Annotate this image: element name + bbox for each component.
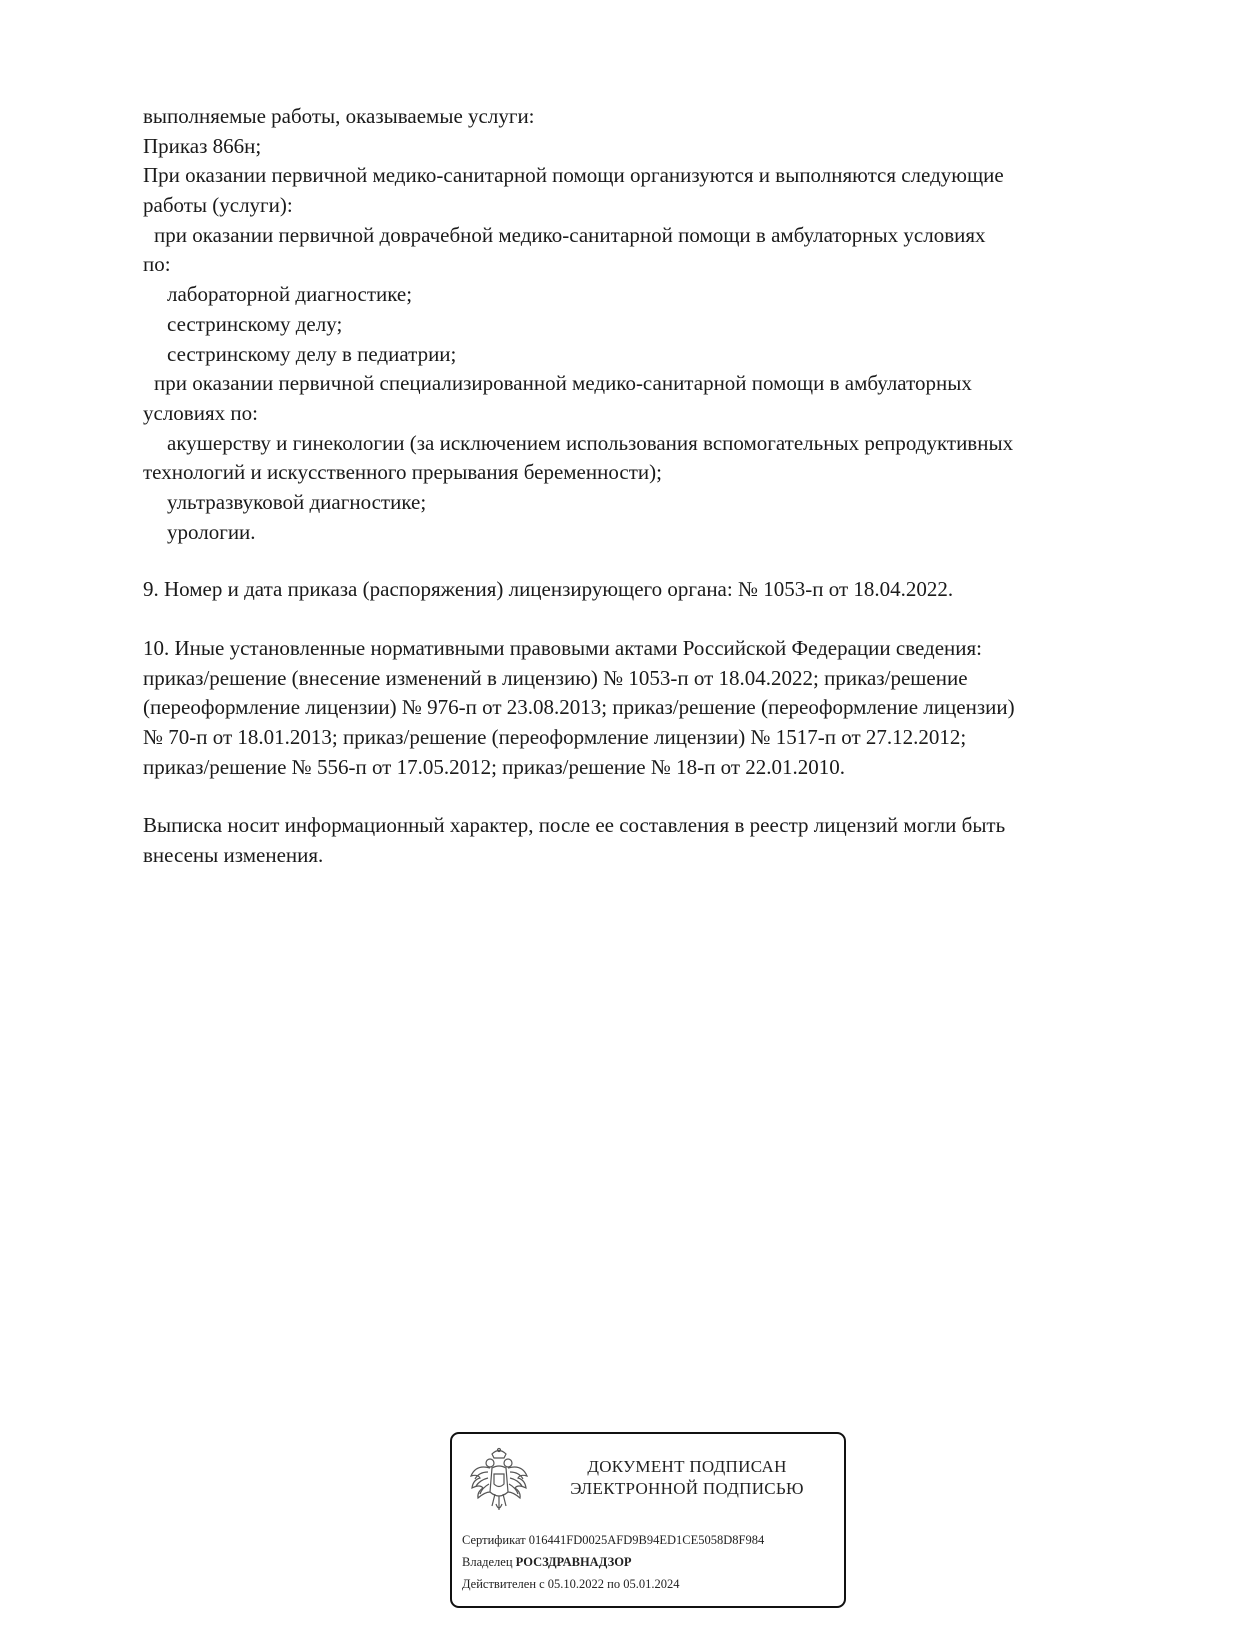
item-9-order-number (143, 575, 1143, 605)
text-line: условиях по: (143, 400, 258, 425)
electronic-signature-stamp (450, 1432, 846, 1608)
stamp-title-line: ДОКУМЕНТ ПОДПИСАН (587, 1457, 787, 1476)
text-line: Выписка носит информационный характер, после ее составления в реестр лицензий могли быть (143, 813, 1006, 837)
list-item: ультразвуковой диагностике; (167, 489, 427, 514)
list-item: лабораторной диагностике; (167, 282, 413, 307)
certificate-label: Сертификат (462, 1533, 526, 1547)
list-item: сестринскому делу; (167, 311, 343, 336)
text-line: (переоформление лицензии) № 976-п от 23.08.2013; приказ/решение (переоформление лицензии) (143, 695, 1015, 720)
owner-label: Владелец (462, 1555, 513, 1569)
certificate-row (462, 1532, 764, 1548)
stamp-title-line: ЭЛЕКТРОННОЙ ПОДПИСЬЮ (570, 1479, 804, 1498)
text-line: технологий и искусственного прерывания беременности); (143, 460, 662, 485)
text-line: Приказ 866н; (143, 133, 262, 158)
services-list (143, 102, 1143, 547)
disclaimer-note (143, 811, 1143, 870)
text-line: При оказании первичной медико-санитарной помощи организуются и выполняются следующие (143, 163, 1004, 188)
list-item: акушерству и гинекологии (за исключением использования вспомогательных репродуктивных (167, 430, 1014, 455)
text-line: при оказании первичной доврачебной медико-санитарной помощи в амбулаторных условиях (154, 222, 986, 247)
coat-of-arms-icon (468, 1446, 530, 1516)
certificate-value: 016441FD0025AFD9B94ED1CE5058D8F984 (528, 1533, 765, 1547)
list-item: урологии. (167, 519, 256, 544)
text-line: по: (143, 252, 171, 277)
text-line: 10. Иные установленные нормативными правовыми актами Российской Федерации сведения: (143, 636, 983, 660)
text-line: приказ/решение № 556-п от 17.05.2012; приказ/решение № 18-п от 22.01.2010. (143, 754, 846, 779)
text-line: приказ/решение (внесение изменений в лицензию) № 1053-п от 18.04.2022; приказ/решение (143, 665, 968, 690)
text-line: № 70-п от 18.01.2013; приказ/решение (переоформление лицензии) № 1517-п от 27.12.2012; (143, 725, 967, 750)
list-item: сестринскому делу в педиатрии; (167, 341, 457, 366)
text-line: при оказании первичной специализированной медико-санитарной помощи в амбулаторных (154, 371, 972, 396)
owner-row (462, 1554, 632, 1570)
validity-row: Действителен с 05.10.2022 по 05.01.2024 (462, 1577, 680, 1591)
text-line: выполняемые работы, оказываемые услуги: (143, 104, 535, 128)
text-line: внесены изменения. (143, 842, 324, 867)
text-line: 9. Номер и дата приказа (распоряжения) лицензирующего органа: № 1053-п от 18.04.2022. (143, 577, 954, 601)
owner-value: РОСЗДРАВНАДЗОР (515, 1555, 632, 1569)
stamp-title (552, 1456, 822, 1500)
item-10-other-info (143, 634, 1143, 782)
text-line: работы (услуги): (143, 193, 293, 218)
